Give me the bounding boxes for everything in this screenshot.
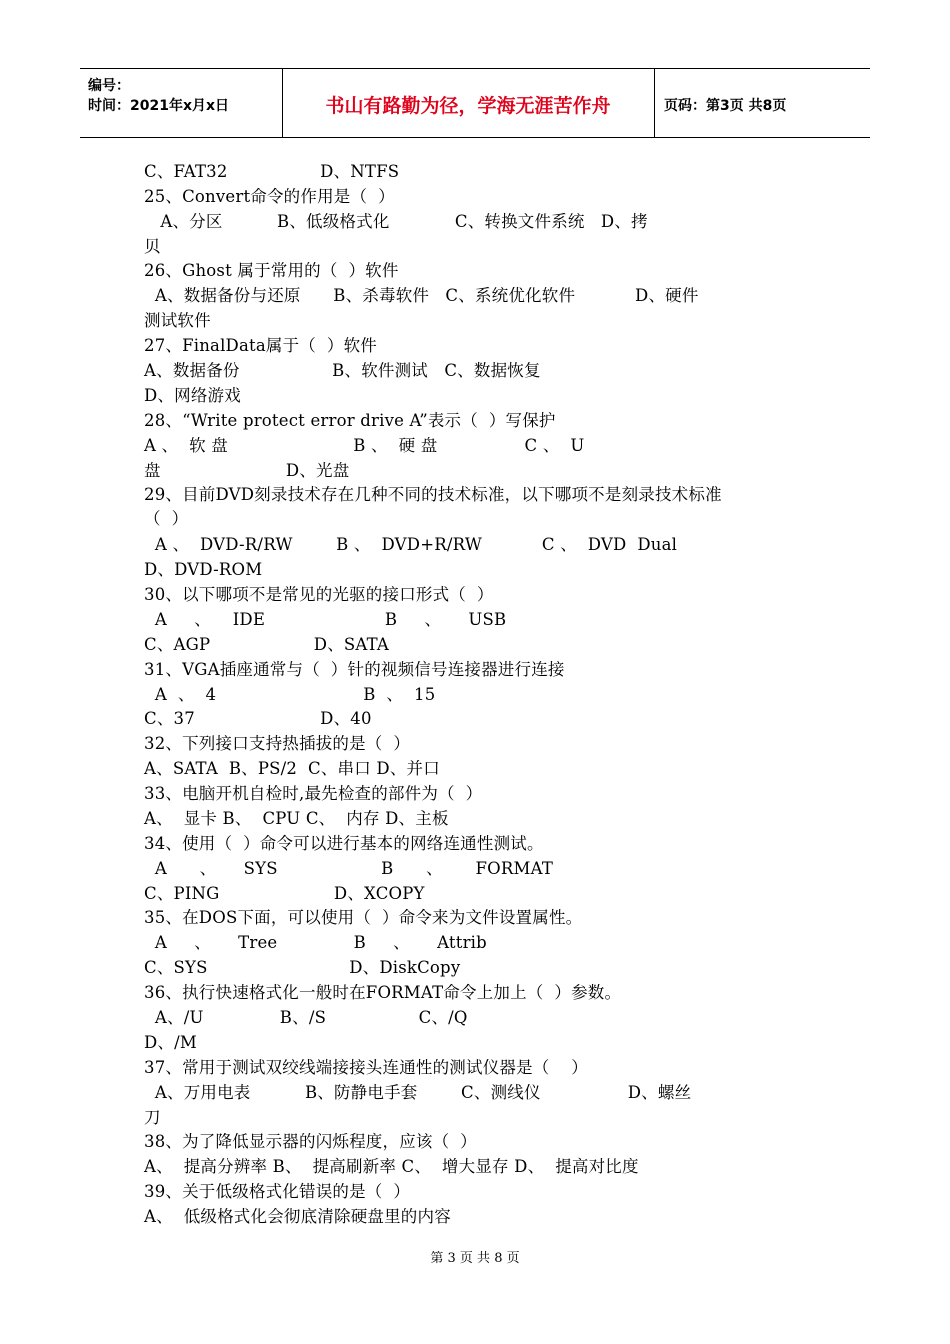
serial-label: 编号： bbox=[88, 78, 130, 94]
text-line: 36、执行快速格式化一般时在FORMAT命令上加上（ ）参数。 bbox=[144, 983, 622, 1002]
text-line: 28、“Write protect error drive A”表示（ ）写保护 bbox=[144, 411, 556, 430]
text-line: C、FAT32 D、NTFS bbox=[144, 162, 400, 181]
text-line: 34、使用（ ）命令可以进行基本的网络连通性测试。 bbox=[144, 834, 544, 853]
text-line: 31、VGA插座通常与（ ）针的视频信号连接器进行连接 bbox=[144, 660, 565, 679]
text-line: A 、 软 盘 B 、 硬 盘 C 、 U bbox=[144, 436, 585, 455]
text-line: A 、 DVD-R/RW B 、 DVD+R/RW C 、 DVD Dual bbox=[144, 535, 678, 554]
text-line: A、数据备份 B、软件测试 C、数据恢复 bbox=[144, 361, 541, 380]
text-line: A、 显卡 B、 CPU C、 内存 D、主板 bbox=[144, 809, 449, 828]
text-line: A 、 Tree B 、 Attrib bbox=[144, 933, 487, 952]
text-line: C、SYS D、DiskCopy bbox=[144, 958, 461, 977]
text-line: C、AGP D、SATA bbox=[144, 635, 390, 654]
text-line: 测试软件 bbox=[144, 311, 211, 330]
text-line: 25、Convert命令的作用是（ ） bbox=[144, 187, 395, 206]
text-line: 26、Ghost 属于常用的（ ）软件 bbox=[144, 261, 399, 280]
text-line: 32、下列接口支持热插拔的是（ ） bbox=[144, 734, 411, 753]
text-line: C、PING D、XCOPY bbox=[144, 884, 425, 903]
text-line: 37、常用于测试双绞线端接接头连通性的测试仪器是（ ） bbox=[144, 1058, 588, 1077]
text-line: A、数据备份与还原 B、杀毒软件 C、系统优化软件 D、硬件 bbox=[144, 286, 699, 305]
text-line: D、/M bbox=[144, 1033, 197, 1052]
text-line: A、SATA B、PS/2 C、串口 D、并口 bbox=[144, 759, 440, 778]
text-line: A、/U B、/S C、/Q bbox=[144, 1008, 468, 1027]
text-line: 38、为了降低显示器的闪烁程度，应该（ ） bbox=[144, 1132, 477, 1151]
text-line: A、分区 B、低级格式化 C、转换文件系统 D、拷 bbox=[144, 212, 648, 231]
text-line: 35、在DOS下面，可以使用（ ）命令来为文件设置属性。 bbox=[144, 908, 583, 927]
text-line: A、万用电表 B、防静电手套 C、测线仪 D、螺丝 bbox=[144, 1083, 692, 1102]
text-line: （ ） bbox=[144, 509, 189, 528]
text-line: D、网络游戏 bbox=[144, 386, 241, 405]
page-info: 页码：第3页 共8页 bbox=[664, 98, 787, 114]
text-line: A、 提高分辨率 B、 提高刷新率 C、 增大显存 D、 提高对比度 bbox=[144, 1157, 639, 1176]
text-line: 27、FinalData属于（ ）软件 bbox=[144, 336, 377, 355]
text-line: 30、以下哪项不是常见的光驱的接口形式（ ） bbox=[144, 585, 494, 604]
text-line: 贝 bbox=[144, 237, 161, 256]
page-footer: 第 3 页 共 8 页 bbox=[430, 1251, 520, 1266]
text-line: A 、 4 B 、 15 bbox=[144, 685, 436, 704]
time-label: 时间：2021年x月x日 bbox=[88, 98, 230, 114]
text-line: D、DVD-ROM bbox=[144, 560, 263, 579]
text-line: C、37 D、40 bbox=[144, 709, 372, 728]
header-motto: 书山有路勤为径，学海无涯苦作舟 bbox=[325, 95, 611, 117]
text-line: 29、目前DVD刻录技术存在几种不同的技术标准，以下哪项不是刻录技术标准 bbox=[144, 485, 722, 504]
text-line: A 、 IDE B 、 USB bbox=[144, 610, 507, 629]
text-line: A、 低级格式化会彻底清除硬盘里的内容 bbox=[144, 1207, 451, 1226]
text-line: 39、关于低级格式化错误的是（ ） bbox=[144, 1182, 411, 1201]
text-line: 盘 D、光盘 bbox=[144, 461, 350, 480]
text-line: 刀 bbox=[144, 1108, 161, 1127]
text-line: A 、 SYS B 、 FORMAT bbox=[144, 859, 554, 878]
text-line: 33、电脑开机自检时,最先检查的部件为（ ） bbox=[144, 784, 483, 803]
